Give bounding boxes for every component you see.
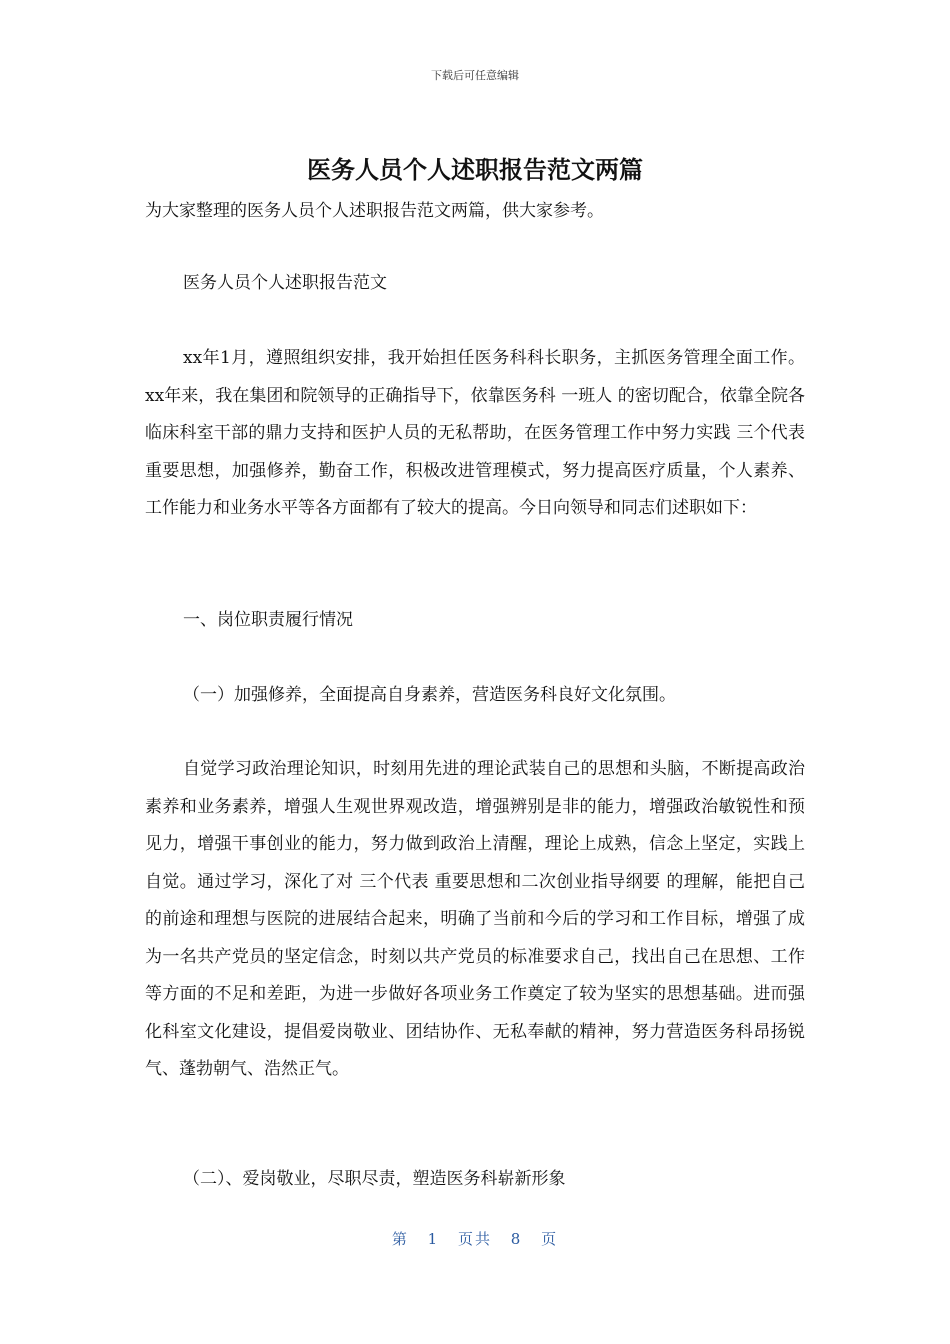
intro-paragraph: 为大家整理的医务人员个人述职报告范文两篇，供大家参考。 [145, 201, 604, 221]
header-note: 下载后可任意编辑 [431, 69, 519, 82]
page-number-footer: 第 1 页共 8 页 [391, 1230, 559, 1248]
body-paragraph-2: 自觉学习政治理论知识，时刻用先进的理论武装自己的思想和头脑，不断提高政治素养和业务素养，增强人生观世界观改造，增强辨别是非的能力，增强政治敏锐性和预见力，增强干事创业的能力，努力做到政治上清醒，理论上成熟，信念上坚定，实践上自觉。通过学习，深化了对 三个代表 重要思想和二次创业指导纲要 的理解，能把自己的前途和理想与医院的进展结合起来，明确了当前和今后的学习和工作目标，增强了成为一名共产党员的坚定信念，时刻以共产党员的标准要求自己，找出自己在思想、工作等方面的不足和差距，为进一步做好各项业务工作奠定了较为坚实的思想基础。进而强化科室文化建设，提倡爱岗敬业、团结协作、无私奉献的精神，努力营造医务科昂扬锐气、蓬勃朝气、浩然正气。 [145, 759, 805, 1079]
section-heading-1: 一、岗位职责履行情况 [183, 610, 353, 630]
section-heading-3: （二）、爱岗敬业，尽职尽责，塑造医务科崭新形象 [183, 1169, 566, 1189]
section-heading-2: （一）加强修养，全面提高自身素养，营造医务科良好文化氛围。 [183, 685, 676, 705]
section-subtitle: 医务人员个人述职报告范文 [183, 273, 387, 293]
page-title: 医务人员个人述职报告范文两篇 [307, 156, 643, 184]
body-paragraph-1: xx年1月，遵照组织安排，我开始担任医务科科长职务，主抓医务管理全面工作。xx年来，我在集团和院领导的正确指导下，依靠医务科 一班人 的密切配合，依靠全院各临床科室干部的鼎力支持和医护人员的无私帮助，在医务管理工作中努力实践 三个代表 重要思想，加强修养，勤奋工作，积极改进管理模式，努力提高医疗质量，个人素养、工作能力和业务水平等各方面都有了较大的提高。今日向领导和同志们述职如下： [145, 348, 805, 518]
